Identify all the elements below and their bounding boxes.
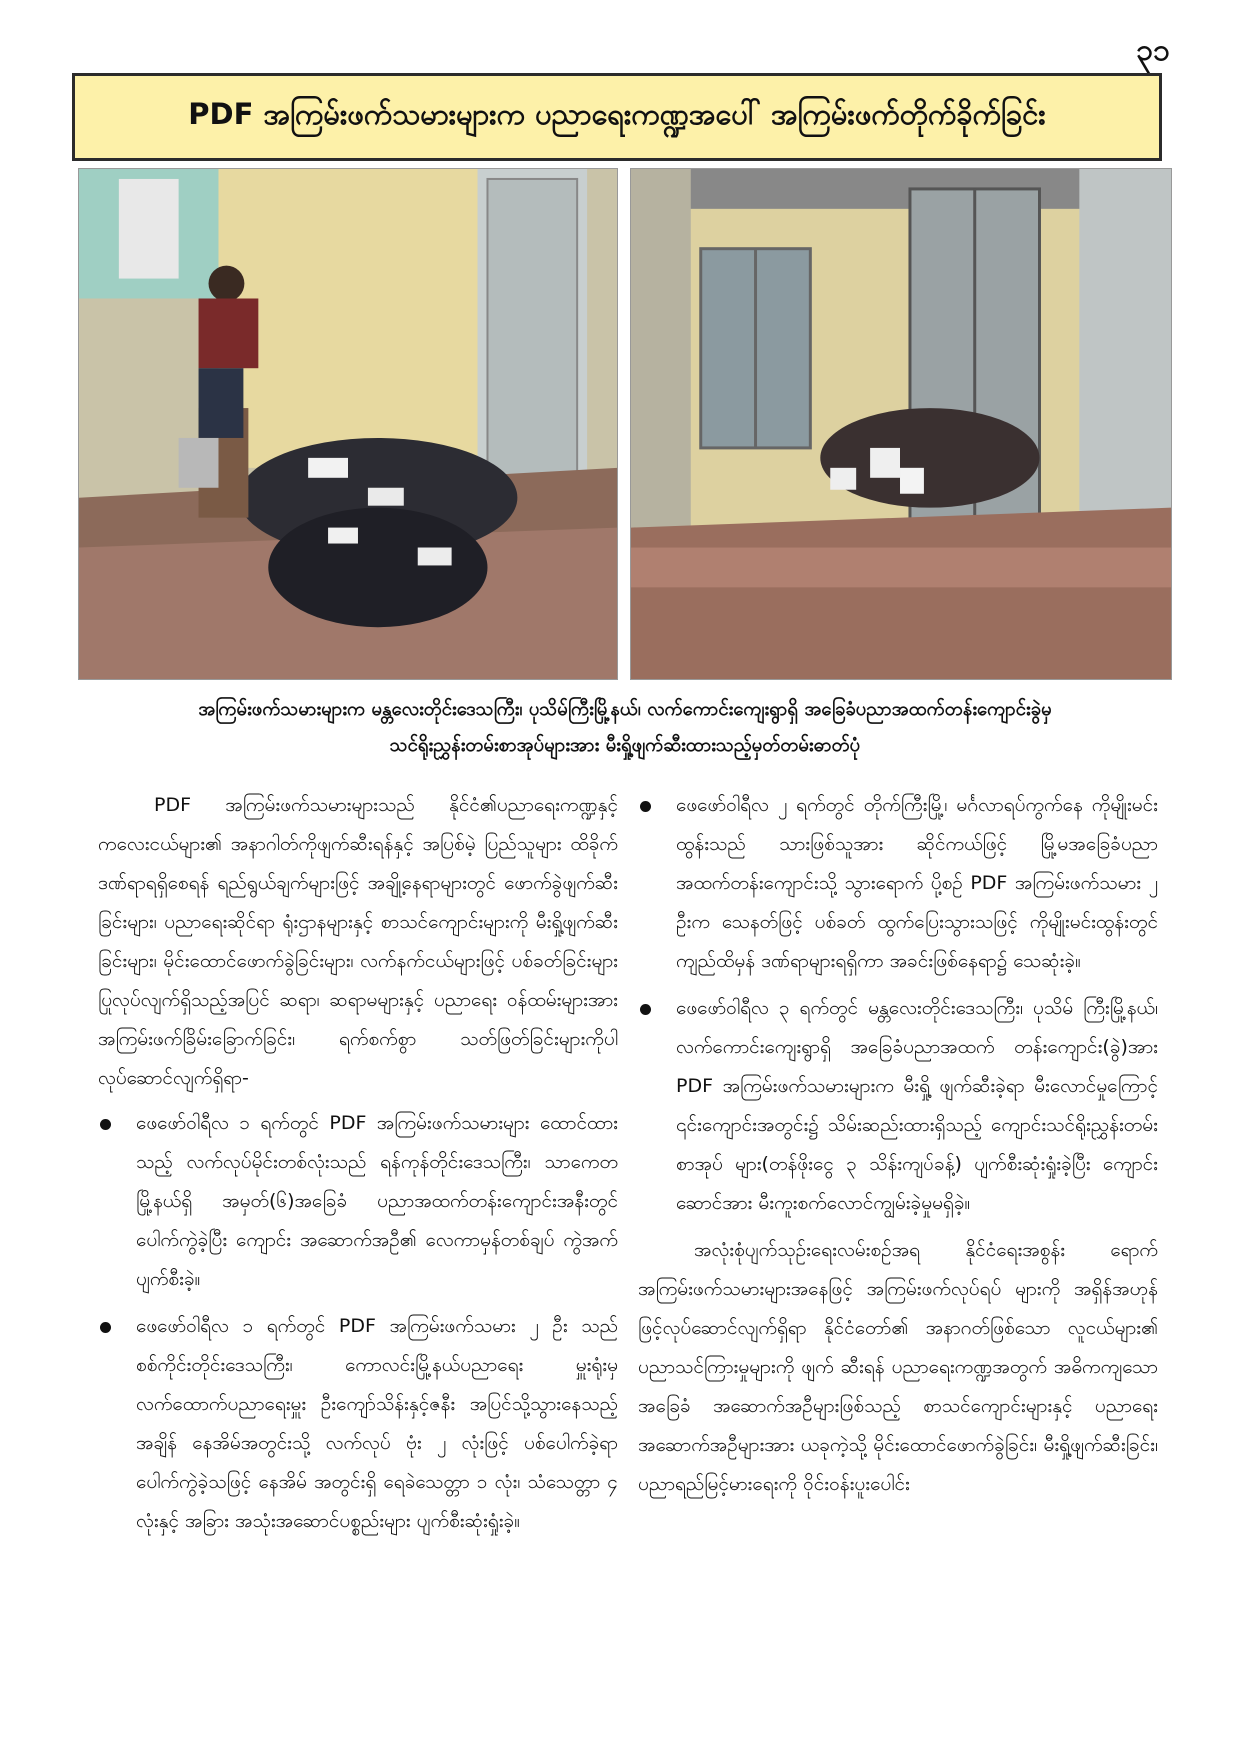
closing-paragraph: အလုံးစုံပျက်သုဉ်းရေးလမ်းစဉ်အရ နိုင်ငံရေးအစွန်း ရောက် အကြမ်းဖက်သမားများအနေဖြင့် အကြမ်းဖက်လုပ်ရပ် များကို အရှိန်အဟုန်ဖြင့်လုပ်ဆောင်လျက်ရှိရာ နိုင်ငံတော်၏ အနာဂတ်ဖြစ်သော လူငယ်များ၏ ပညာသင်ကြားမှုများကို ဖျက် ဆီးရန် ပညာရေးကဏ္ဍအတွက် အဓိကကျသော အခြေခံ အဆောက်အဦများဖြစ်သည့် စာသင်ကျောင်းများနှင့် ပညာရေး အဆောက်အဦများအား ယခုကဲ့သို့ မိုင်းထောင်ဖောက်ခွဲခြင်း၊ မီးရှို့ဖျက်ဆီးခြင်း၊ ပညာရည်မြင့်မားရေးကို ဝိုင်းဝန်းပူးပေါင်း <box>638 1239 1158 1495</box>
list-item-text: ဖေဖော်ဝါရီလ ၂ ရက်တွင် တိုက်ကြီးမြို့၊ မင်္ဂလာရပ်ကွက်နေ ကိုမျိုးမင်းထွန်းသည် သားဖြစ်သူအား ဆိုင်ကယ်ဖြင့် မြို့မအခြေခံပညာအထက်တန်းကျောင်းသို့ သွားရောက် ပို့စဉ် PDF အကြမ်းဖက်သမား ၂ ဦးက သေနတ်ဖြင့် ပစ်ခတ် ထွက်ပြေးသွားသဖြင့် ကိုမျိုးမင်းထွန်းတွင် ကျည်ထိမှန် ဒဏ်ရာများရရှိကာ အခင်းဖြစ်နေရာ၌ သေဆုံးခဲ့။ <box>676 794 1158 972</box>
caption-line-1: အကြမ်းဖက်သမားများက မန္တလေးတိုင်းဒေသကြီး၊ ပုသိမ်ကြီးမြို့နယ်၊ လက်ကောင်းကျေးရွာရှိ အခြေခံပညာအထက်တန်းကျောင်းခွဲမှ <box>198 699 1052 720</box>
burned-books-photo <box>78 168 618 680</box>
caption-line-2: သင်ရိုးညွှန်းတမ်းစာအုပ်များအား မီးရှို့ဖျက်ဆီးထားသည့်မှတ်တမ်းဓာတ်ပုံ <box>389 735 861 756</box>
list-item <box>638 786 1158 981</box>
list-item <box>638 989 1158 1223</box>
bullet-icon <box>100 1119 111 1130</box>
list-item-text: ဖေဖော်ဝါရီလ ၃ ရက်တွင် မန္တလေးတိုင်းဒေသကြီး၊ ပုသိမ် ကြီးမြို့နယ်၊ လက်ကောင်းကျေးရွာရှိ အခြေခံပညာအထက် တန်းကျောင်း(ခွဲ)အား PDF အကြမ်းဖက်သမားများက မီးရှို့ ဖျက်ဆီးခဲ့ရာ မီးလောင်မှုကြောင့် ၎င်းကျောင်းအတွင်း၌ သိမ်းဆည်းထားရှိသည့် ကျောင်းသင်ရိုးညွှန်းတမ်းစာအုပ် များ(တန်ဖိုးငွေ ၃ သိန်းကျပ်ခန့်) ပျက်စီးဆုံးရှုံးခဲ့ပြီး ကျောင်း ဆောင်အား မီးကူးစက်လောင်ကျွမ်းခဲ့မှုမရှိခဲ့။ <box>676 997 1158 1214</box>
bullet-icon <box>640 801 651 812</box>
list-item <box>98 1104 618 1299</box>
page-number: ၃၁ <box>1136 33 1170 68</box>
left-column <box>98 786 618 1549</box>
burned-doorway-photo <box>630 168 1172 680</box>
photo-caption <box>78 692 1172 764</box>
list-item-text: ဖေဖော်ဝါရီလ ၁ ရက်တွင် PDF အကြမ်းဖက်သမားများ ထောင်ထားသည့် လက်လုပ်မိုင်းတစ်လုံးသည် ရန်ကုန်တိုင်းဒေသကြီး၊ သာကေတမြို့နယ်ရှိ အမှတ်(၆)အခြေခံ ပညာအထက်တန်းကျောင်းအနီးတွင် ပေါက်ကွဲခဲ့ပြီး ကျောင်း အဆောက်အဦ၏ လေကာမှန်တစ်ချပ် ကွဲအက်ပျက်စီးခဲ့။ <box>136 1112 618 1290</box>
page-title: PDF အကြမ်းဖက်သမားများက ပညာရေးကဏ္ဍအပေါ် အကြမ်းဖက်တိုက်ခိုက်ခြင်း <box>188 96 1046 131</box>
list-item-text: ဖေဖော်ဝါရီလ ၁ ရက်တွင် PDF အကြမ်းဖက်သမား ၂ ဦး သည် စစ်ကိုင်းတိုင်းဒေသကြီး၊ ကောလင်းမြို့နယ်ပညာရေး မှူးရုံးမှ လက်ထောက်ပညာရေးမှူး ဦးကျော်သိန်းနှင့်ဇနီး အပြင်သို့သွားနေသည့်အချိန် နေအိမ်အတွင်းသို့ လက်လုပ် ဗုံး ၂ လုံးဖြင့် ပစ်ပေါက်ခဲ့ရာ ပေါက်ကွဲခဲ့သဖြင့် နေအိမ် အတွင်းရှိ ရေခဲသေတ္တာ ၁ လုံး၊ သံသေတ္တာ ၄ လုံးနှင့် အခြား အသုံးအဆောင်ပစ္စည်းများ ပျက်စီးဆုံးရှုံးခဲ့။ <box>136 1315 618 1532</box>
list-item <box>98 1307 618 1541</box>
intro-paragraph: PDF အကြမ်းဖက်သမားများသည် နိုင်ငံ၏ပညာရေးကဏ္ဍနှင့် ကလေးငယ်များ၏ အနာဂါတ်ကိုဖျက်ဆီးရန်နှင့် အပြစ်မဲ့ ပြည်သူများ ထိခိုက်ဒဏ်ရာရရှိစေရန် ရည်ရွယ်ချက်များဖြင့် အချို့နေရာများတွင် ဖောက်ခွဲဖျက်ဆီးခြင်းများ၊ ပညာရေးဆိုင်ရာ ရုံးဌာနများနှင့် စာသင်ကျောင်းများကို မီးရှို့ဖျက်ဆီးခြင်းများ၊ မိုင်းထောင်ဖောက်ခွဲခြင်းများ၊ လက်နက်ငယ်များဖြင့် ပစ်ခတ်ခြင်းများပြုလုပ်လျက်ရှိသည့်အပြင် ဆရာ၊ ဆရာမများနှင့် ပညာရေး ဝန်ထမ်းများအား အကြမ်းဖက်ခြိမ်းခြောက်ခြင်း၊ ရက်စက်စွာ သတ်ဖြတ်ခြင်းများကိုပါ လုပ်ဆောင်လျက်ရှိရာ- <box>98 794 618 1089</box>
bullet-icon <box>100 1322 111 1333</box>
right-column <box>638 786 1158 1510</box>
title-banner <box>72 73 1162 161</box>
bullet-icon <box>640 1004 651 1015</box>
